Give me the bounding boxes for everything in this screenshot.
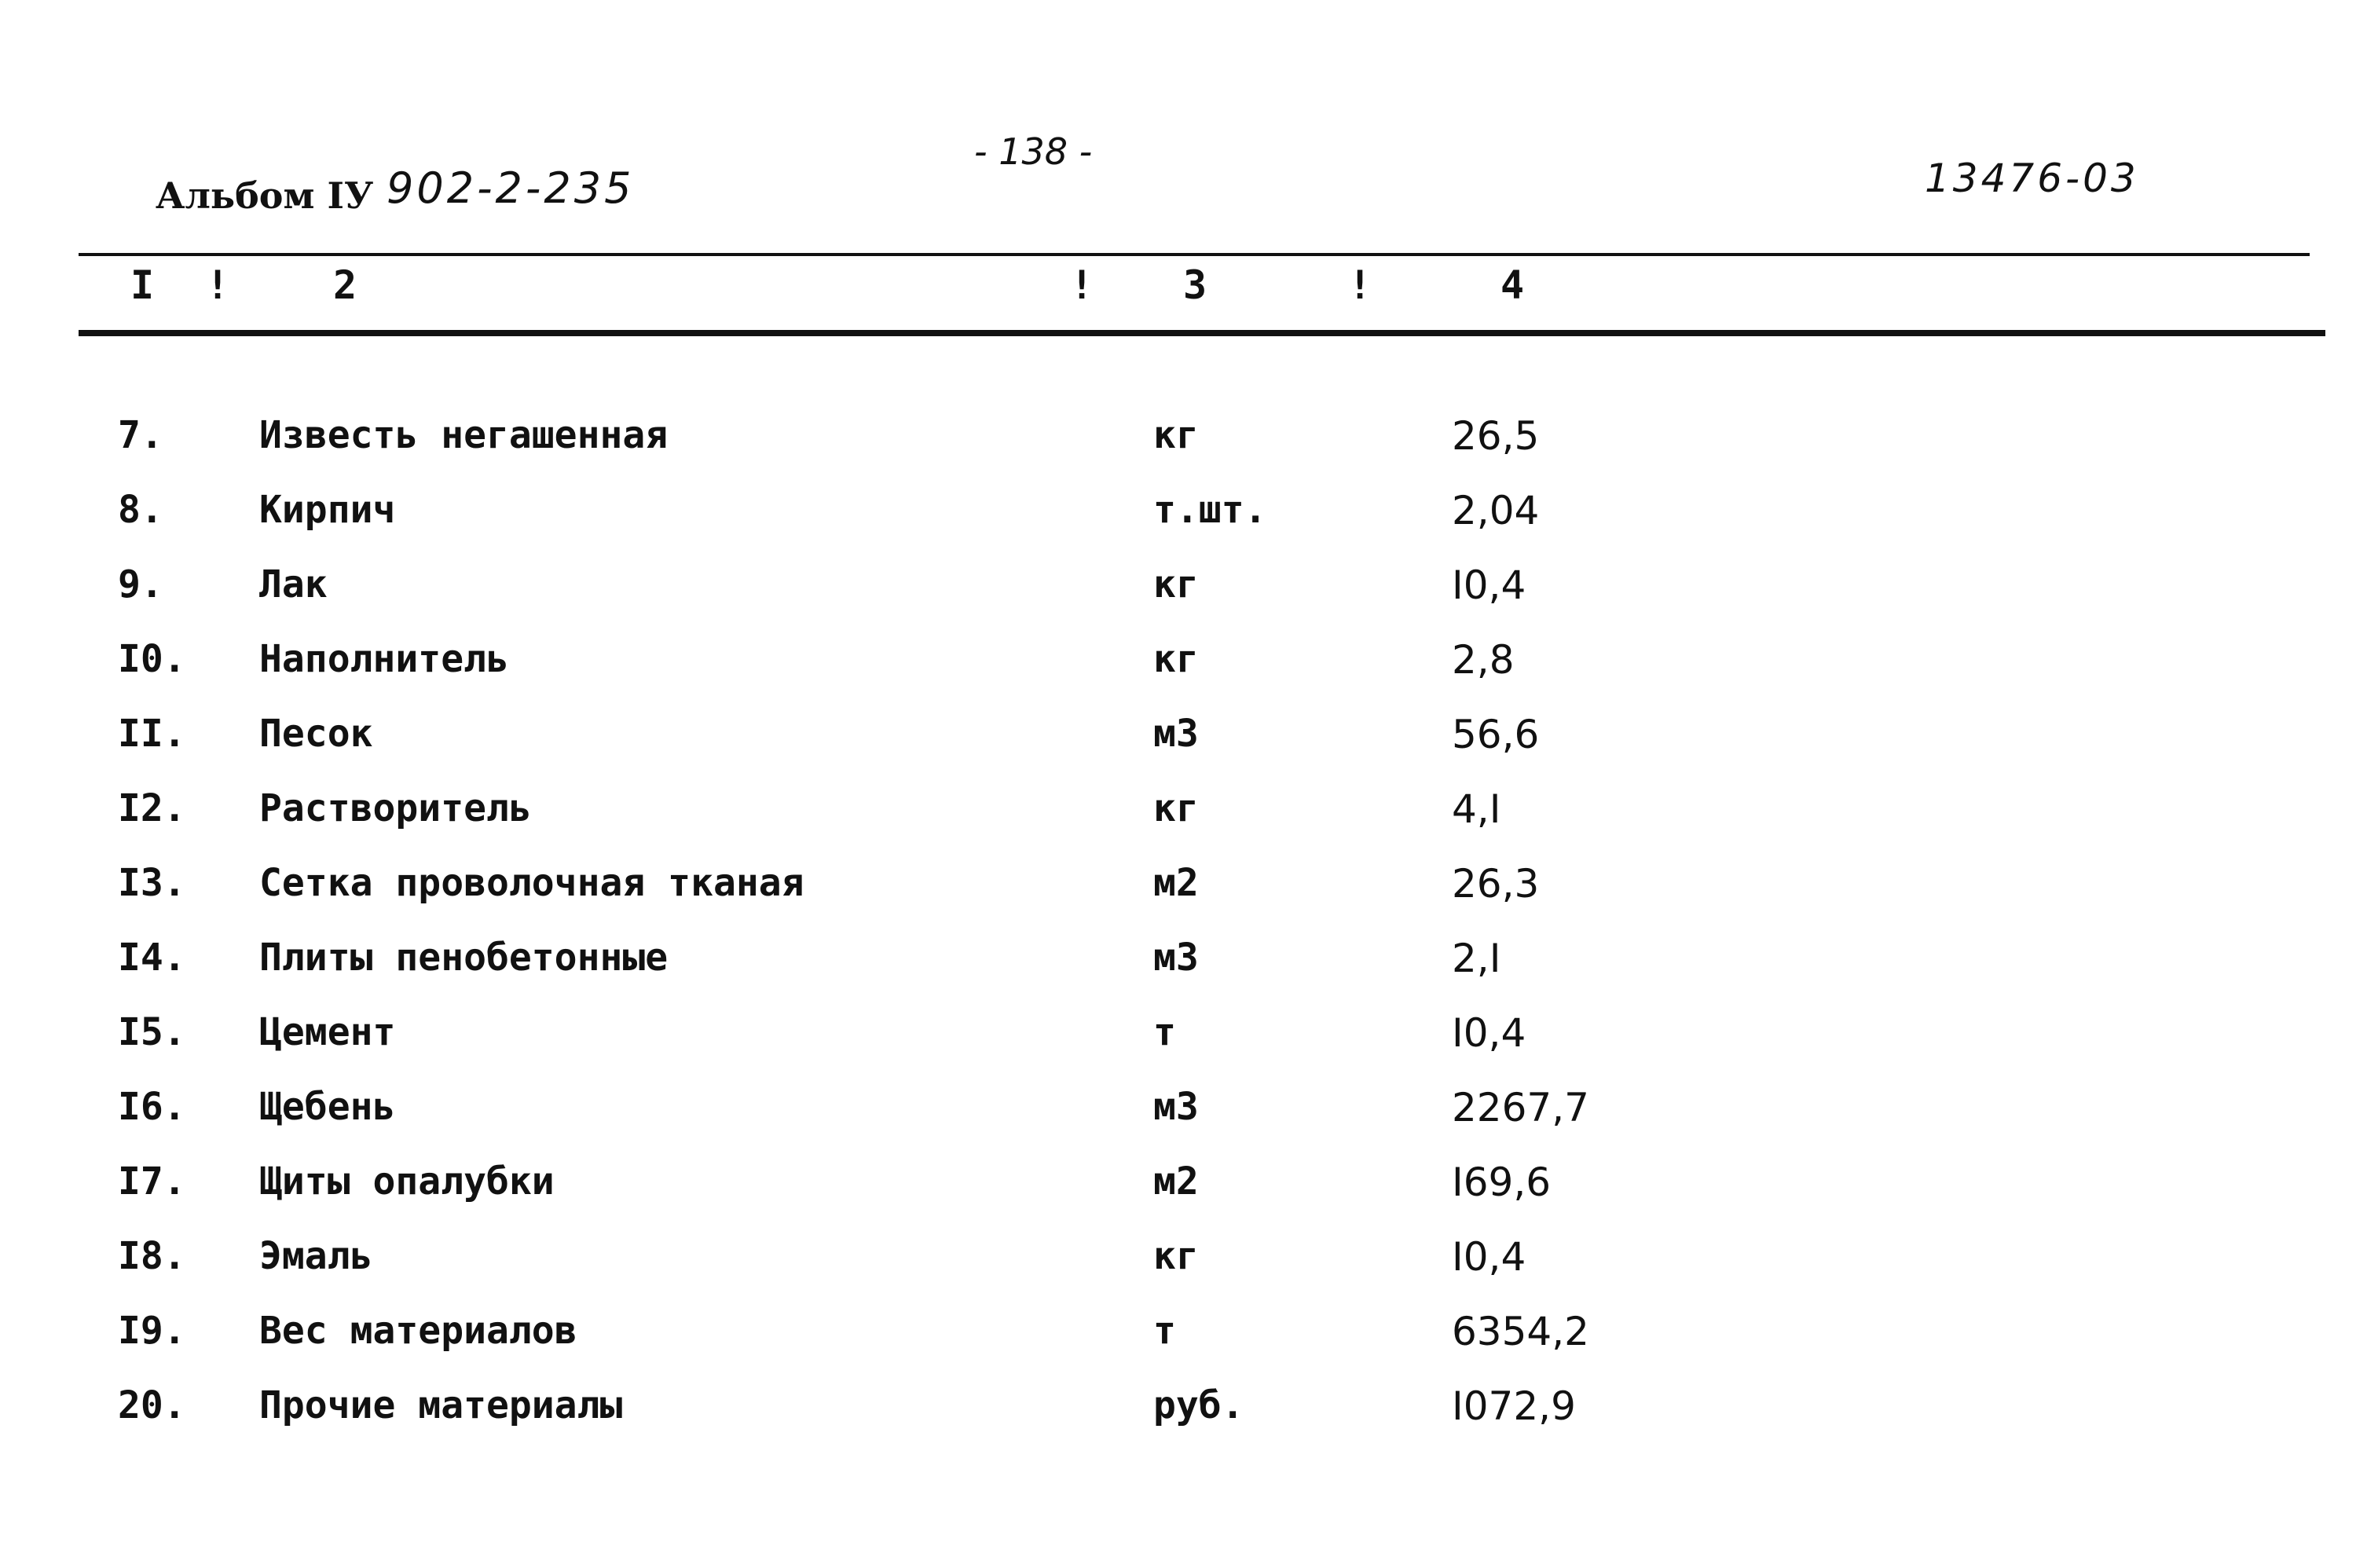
unit: кг [1153, 786, 1199, 830]
unit: т [1153, 1309, 1176, 1353]
row-number: I2. [118, 786, 186, 830]
material-name: Плиты пенобетонные [259, 936, 669, 980]
unit: м3 [1153, 936, 1199, 980]
unit: м3 [1153, 1085, 1199, 1129]
material-name: Вес материалов [259, 1309, 577, 1353]
material-name: Щиты опалубки [259, 1160, 555, 1203]
row-number: I0. [118, 637, 186, 681]
row-number: I4. [118, 936, 186, 980]
unit: м3 [1153, 712, 1199, 756]
table-header-rule [79, 330, 2325, 336]
quantity: I69,6 [1452, 1160, 1552, 1205]
row-number: I7. [118, 1160, 186, 1203]
material-name: Песок [259, 712, 373, 756]
column-separator: ! [206, 262, 230, 308]
material-name: Растворитель [259, 786, 532, 830]
column-header-3: 3 [1183, 262, 1207, 308]
material-name: Лак [259, 562, 328, 606]
material-name: Цемент [259, 1010, 396, 1054]
quantity: I0,4 [1452, 1010, 1526, 1056]
unit: м2 [1153, 861, 1199, 905]
material-name: Эмаль [259, 1234, 373, 1278]
row-number: I9. [118, 1309, 186, 1353]
column-separator: ! [1348, 262, 1372, 308]
column-separator: ! [1070, 262, 1094, 308]
quantity: I072,9 [1452, 1383, 1576, 1429]
unit: т [1153, 1010, 1176, 1054]
row-number: I6. [118, 1085, 186, 1129]
album-label: Альбом IУ [156, 174, 374, 217]
quantity: 2267,7 [1452, 1085, 1589, 1130]
quantity: I0,4 [1452, 1234, 1526, 1280]
row-number: 8. [118, 488, 163, 532]
quantity: I0,4 [1452, 562, 1526, 608]
material-name: Кирпич [259, 488, 396, 532]
table-top-rule [79, 253, 2310, 256]
album-code: 902-2-235 [387, 163, 635, 213]
document-code: 13476-03 [1925, 156, 2139, 201]
row-number: I3. [118, 861, 186, 905]
material-name: Сетка проволочная тканая [259, 861, 804, 905]
row-number: I8. [118, 1234, 186, 1278]
row-number: 20. [118, 1383, 186, 1427]
quantity: 4,I [1452, 786, 1501, 832]
column-header-1: I [130, 262, 155, 308]
column-header-2: 2 [333, 262, 357, 308]
unit: кг [1153, 637, 1199, 681]
material-name: Щебень [259, 1085, 396, 1129]
quantity: 2,I [1452, 936, 1501, 981]
unit: кг [1153, 562, 1199, 606]
unit: т.шт. [1153, 488, 1267, 532]
material-name: Прочие материалы [259, 1383, 623, 1427]
unit: м2 [1153, 1160, 1199, 1203]
quantity: 6354,2 [1452, 1309, 1589, 1354]
quantity: 2,04 [1452, 488, 1540, 533]
column-header-4: 4 [1500, 262, 1525, 308]
row-number: I5. [118, 1010, 186, 1054]
quantity: 26,3 [1452, 861, 1540, 907]
unit: кг [1153, 1234, 1199, 1278]
row-number: 9. [118, 562, 163, 606]
material-name: Наполнитель [259, 637, 509, 681]
row-number: 7. [118, 413, 163, 457]
page-number: - 138 - [974, 130, 1093, 173]
unit: кг [1153, 413, 1199, 457]
unit: руб. [1153, 1383, 1244, 1427]
quantity: 26,5 [1452, 413, 1540, 459]
material-name: Известь негашенная [259, 413, 669, 457]
quantity: 56,6 [1452, 712, 1540, 757]
quantity: 2,8 [1452, 637, 1515, 683]
row-number: II. [118, 712, 186, 756]
